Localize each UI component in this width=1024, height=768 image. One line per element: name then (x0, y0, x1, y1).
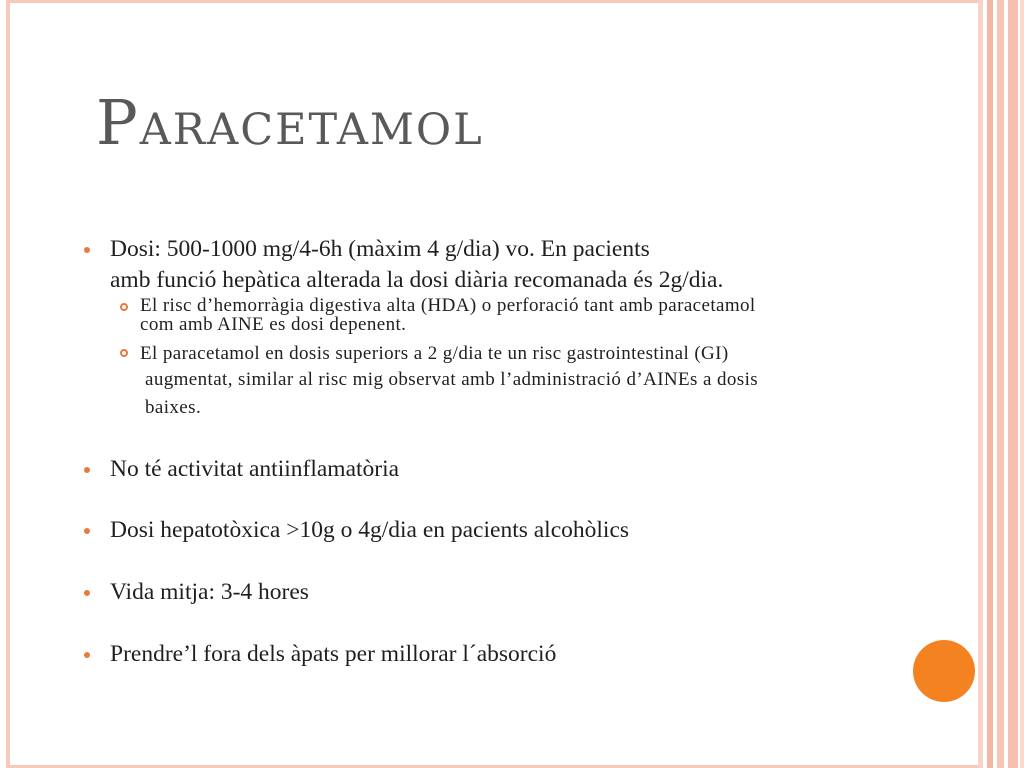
bullet-dot-icon (84, 247, 90, 253)
sub-bullet-text: baixes. (145, 397, 202, 418)
stripe (987, 0, 993, 768)
bullet-item-hepatotoxic-dose (80, 515, 980, 546)
decorative-circle (913, 640, 975, 702)
bullet-text: Prendre’l fora dels àpats per millorar l´absorció (110, 641, 557, 667)
bullet-item-absorption (80, 639, 980, 670)
bullet-text: amb funció hepàtica alterada la dosi diària recomanada és 2g/dia. (110, 267, 724, 293)
bullet-dot-icon (84, 528, 90, 534)
stripe (1020, 0, 1024, 768)
bullet-text: No té activitat antiinflamatòria (110, 456, 400, 482)
bullet-text: Dosi hepatotòxica >10g o 4g/dia en pacients alcohòlics (110, 517, 630, 543)
slide-title: Paracetamol (96, 86, 484, 159)
stripe (997, 0, 1004, 768)
bullet-dot-icon (84, 652, 90, 658)
bullet-text: Vida mitja: 3-4 hores (110, 579, 309, 605)
sub-bullet-text: El paracetamol en dosis superiors a 2 g/dia te un risc gastrointestinal (GI) (140, 343, 729, 364)
frame-top-border (6, 0, 978, 3)
sub-bullet-text: augmentat, similar al risc mig observat amb l’administració d’AINEs a dosis (145, 369, 759, 390)
decorative-stripes (978, 0, 1024, 768)
sub-bullet-text: com amb AINE es dosi depenent. (140, 314, 407, 335)
bullet-item-anti-inflammatory (80, 454, 980, 485)
sub-bullet-text: El risc d’hemorràgia digestiva alta (HDA) o perforació tant amb paracetamol (140, 295, 756, 316)
frame-left-border (6, 0, 10, 768)
ring-bullet-icon (120, 303, 128, 311)
sub-bullet-item-bleeding-risk (110, 296, 980, 334)
bullet-item-dosage (80, 234, 980, 296)
bullet-dot-icon (84, 467, 90, 473)
bullet-dot-icon (84, 590, 90, 596)
ring-bullet-icon (120, 349, 128, 357)
sub-bullet-item-gi-risk (110, 342, 980, 422)
bullet-text: Dosi: 500-1000 mg/4-6h (màxim 4 g/dia) vo. En pacients (110, 236, 650, 262)
bullet-list (80, 234, 980, 670)
stripe (1008, 0, 1018, 768)
bullet-item-half-life (80, 577, 980, 608)
